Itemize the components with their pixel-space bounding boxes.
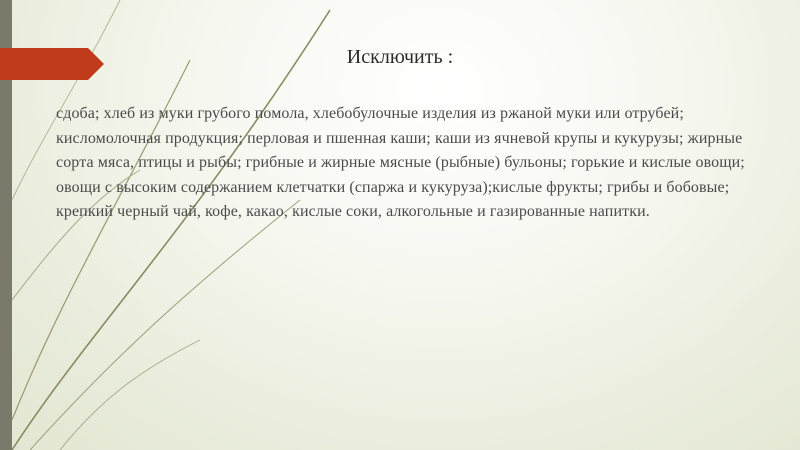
decor-curve-3 [30, 200, 300, 450]
slide-body-text: сдоба; хлеб из муки грубого помола, хлебобулочные изделия из ржаной муки или отрубей; кисломолочная продукция; перловая и пшенная каши; каши из ячневой крупы и кукурузы; жирные сорта мяса, птицы и рыбы; грибные и жирные мясные (рыбные) бульоны; горькие и кислые овощи; овощи с высоким содержанием клетчатки (спаржа и кукуруза);кислые фрукты; грибы и бобовые; крепкий черный чай, кофе, какао, кислые соки, алкогольные и газированные напитки. [56, 105, 745, 220]
slide-title: Исключить : [346, 46, 454, 68]
